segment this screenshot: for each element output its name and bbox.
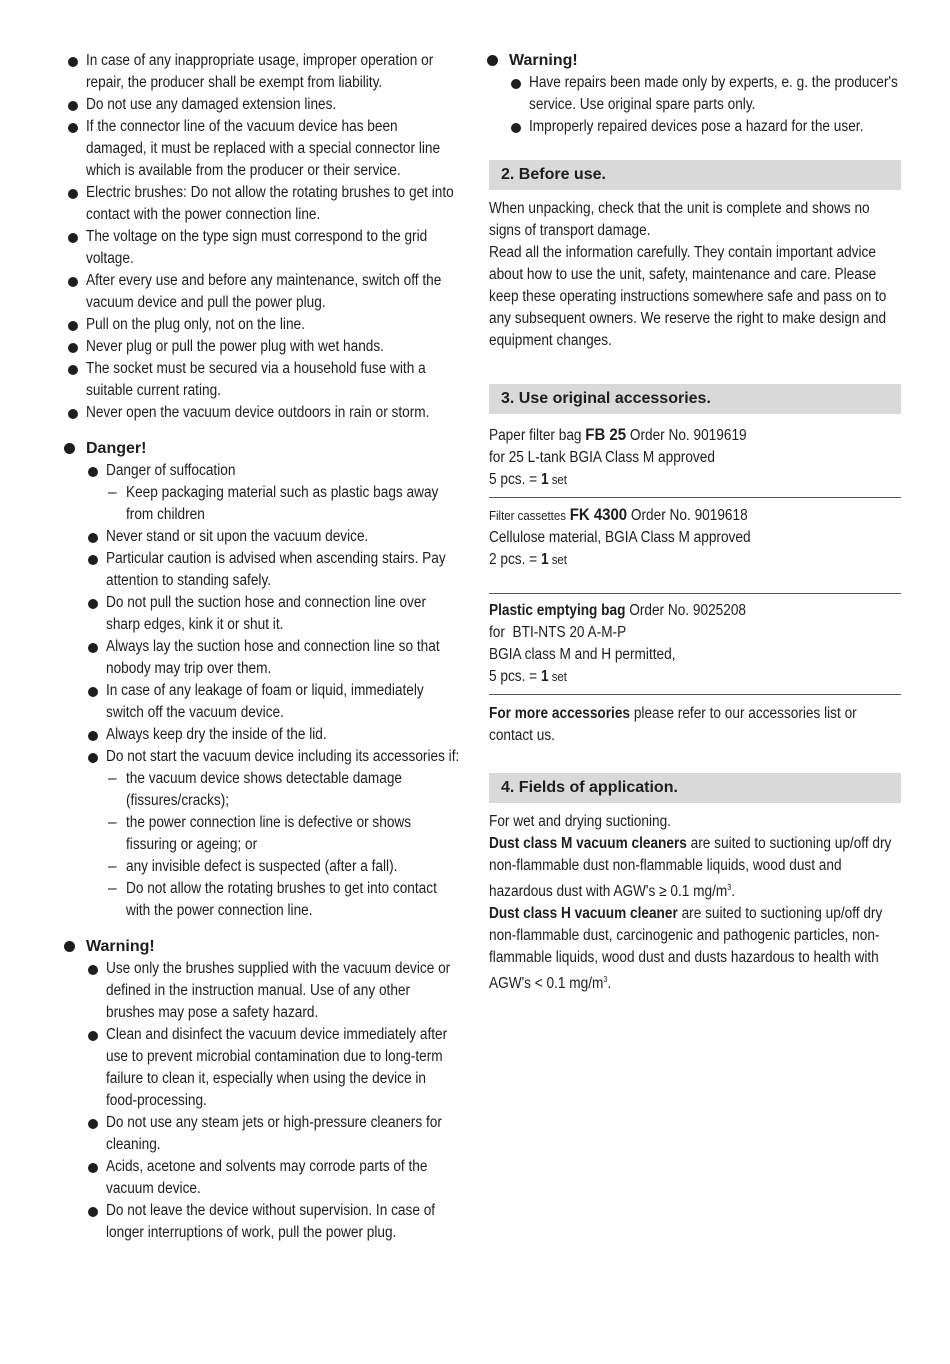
left-column	[66, 50, 460, 1244]
list-item: In case of any inappropriate usage, improper operation or repair, the producer shall be exempt from liability.	[66, 50, 460, 94]
warning-section	[66, 958, 460, 1244]
list-item: Acids, acetone and solvents may corrode parts of the vacuum device.	[86, 1156, 460, 1200]
right-column	[489, 50, 901, 995]
list-item: Improperly repaired devices pose a hazard for the user.	[509, 116, 901, 138]
list-item: – Do not allow the rotating brushes to get into contact with the power connection line.	[106, 878, 460, 922]
list-item: Electric brushes: Do not allow the rotating brushes to get into contact with the power connection line.	[66, 182, 460, 226]
list-item: Never stand or sit upon the vacuum device.	[86, 526, 460, 548]
list-item: Never plug or pull the power plug with wet hands.	[66, 336, 460, 358]
list-item: Pull on the plug only, not on the line.	[66, 314, 460, 336]
list-item: Do not use any steam jets or high-pressure cleaners for cleaning.	[86, 1112, 460, 1156]
warning-section-right	[489, 72, 901, 138]
list-item: Danger of suffocation – Keep packaging material such as plastic bags away from children	[86, 460, 460, 526]
list-item: Always keep dry the inside of the lid.	[86, 724, 460, 746]
before-use-text: When unpacking, check that the unit is complete and shows no signs of transport damage. Read all the information carefully. They contain important advice about how to use the unit, safety, maintenance and care. Please keep these operating instructions somewhere safe and pass on to any subsequent owners. We reserve the right to make design and equipment changes.	[489, 200, 887, 349]
list-item: Do not leave the device without supervision. In case of longer interruptions of work, pull the power plug.	[86, 1200, 460, 1244]
list-item: – the vacuum device shows detectable damage (fissures/cracks);	[106, 768, 460, 812]
list-item: The socket must be secured via a household fuse with a suitable current rating.	[66, 358, 460, 402]
accessory-filter-cassettes: Filter cassettes FK 4300 Order No. 9019618 Cellulose material, BGIA Class M approved 2 pcs. = 1 set	[489, 498, 901, 594]
more-accessories-text: For more accessories please refer to our accessories list or contact us.	[489, 705, 857, 744]
fields-of-application-text: For wet and drying suctioning. Dust class M vacuum cleaners are suited to suctioning up/off dry non-flammable dust non-flammable liquids, wood dust and hazardous dust with AGW's ≥ 0.1 $mg/m^3$. Dust class H vacuum cleaner are suited to suctioning up/off dry non-flammable dust, carcinogenic and pathogenic particles, non-flammable liquids, wood dust and dusts hazardous to health with AGW's < 0.1 $mg/m^3$.	[489, 813, 892, 993]
list-item: Do not pull the suction hose and connection line over sharp edges, kink it or shut it.	[86, 592, 460, 636]
list-item: – the power connection line is defective or shows fissuring or ageing; or	[106, 812, 460, 856]
list-item: – any invisible defect is suspected (after a fall).	[106, 856, 460, 878]
list-item: In case of any leakage of foam or liquid, immediately switch off the vacuum device.	[86, 680, 460, 724]
accessory-plastic-emptying-bag: Plastic emptying bag Order No. 9025208 for BTI-NTS 20 A-M-P BGIA class M and H permitted, 5 pcs. = 1 set	[489, 594, 901, 695]
list-item: Never open the vacuum device outdoors in rain or storm.	[66, 402, 460, 424]
list-item: The voltage on the type sign must correspond to the grid voltage.	[66, 226, 460, 270]
list-item: Have repairs been made only by experts, e. g. the producer's service. Use original spare parts only.	[509, 72, 901, 116]
section-heading-fields-of-application: 4. Fields of application.	[489, 773, 901, 803]
list-item: Do not start the vacuum device including its accessories if: – the vacuum device shows detectable damage (fissures/cracks); – the power connection line is defective or shows fissuring or ageing; or – any invisible defect is suspected (after a fall). – Do not allow the rotating brushes to get into contact with the power connection line.	[86, 746, 460, 922]
list-item: Particular caution is advised when ascending stairs. Pay attention to standing safely.	[86, 548, 460, 592]
accessory-paper-filter-bag: Paper filter bag FB 25 Order No. 9019619 for 25 L-tank BGIA Class M approved 5 pcs. = 1 set	[489, 418, 901, 498]
warning-heading-right: Warning!	[489, 50, 901, 72]
safety-list	[66, 50, 460, 424]
list-item: Always lay the suction hose and connection line so that nobody may trip over them.	[86, 636, 460, 680]
list-item: – Keep packaging material such as plastic bags away from children	[106, 482, 460, 526]
list-item: After every use and before any maintenance, switch off the vacuum device and pull the power plug.	[66, 270, 460, 314]
danger-heading: Danger!	[66, 438, 460, 460]
list-item: Clean and disinfect the vacuum device immediately after use to prevent microbial contamination due to long-term failure to clean it, especially when using the device in food-processing.	[86, 1024, 460, 1112]
danger-section	[66, 460, 460, 922]
list-item: If the connector line of the vacuum device has been damaged, it must be replaced with a special connector line which is available from the producer or their service.	[66, 116, 460, 182]
list-item: Do not use any damaged extension lines.	[66, 94, 460, 116]
section-heading-accessories: 3. Use original accessories.	[489, 384, 901, 414]
list-item: Use only the brushes supplied with the vacuum device or defined in the instruction manual. Use of any other brushes may pose a safety hazard.	[86, 958, 460, 1024]
warning-heading: Warning!	[66, 936, 460, 958]
section-heading-before-use: 2. Before use.	[489, 160, 901, 190]
